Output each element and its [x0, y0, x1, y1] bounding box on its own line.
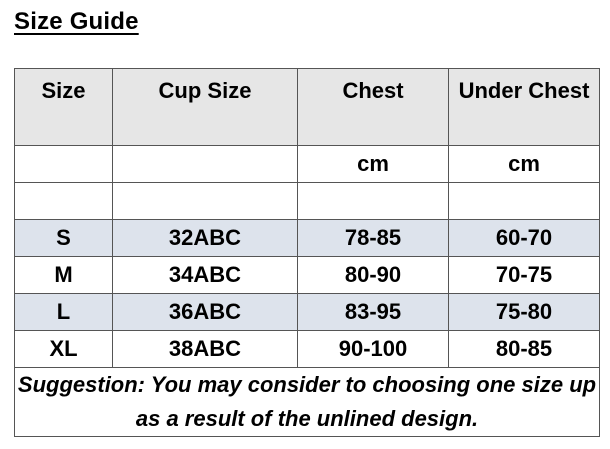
table-header-row	[15, 69, 600, 146]
table-row	[15, 294, 600, 331]
size-guide-table	[14, 68, 600, 437]
cup-cell: 32ABC	[113, 220, 298, 257]
header-chest: Chest	[298, 69, 449, 146]
under-chest-cell: 70-75	[449, 257, 600, 294]
empty-cell	[449, 183, 600, 220]
size-cell: XL	[15, 331, 113, 368]
table-row	[15, 220, 600, 257]
unit-cell	[113, 146, 298, 183]
under-chest-cell: 75-80	[449, 294, 600, 331]
header-under-chest: Under Chest	[449, 69, 600, 146]
empty-cell	[298, 183, 449, 220]
suggestion-note: Suggestion: You may consider to choosing one size up as a result of the unlined design.	[15, 368, 600, 437]
table-row	[15, 331, 600, 368]
cup-cell: 36ABC	[113, 294, 298, 331]
under-chest-cell: 80-85	[449, 331, 600, 368]
chest-cell: 90-100	[298, 331, 449, 368]
header-cup-size: Cup Size	[113, 69, 298, 146]
cup-cell: 34ABC	[113, 257, 298, 294]
page-title: Size Guide	[14, 8, 139, 35]
empty-cell	[113, 183, 298, 220]
chest-cell: 80-90	[298, 257, 449, 294]
size-cell: M	[15, 257, 113, 294]
chest-cell: 83-95	[298, 294, 449, 331]
header-size: Size	[15, 69, 113, 146]
empty-cell	[15, 183, 113, 220]
units-row	[15, 146, 600, 183]
note-row	[15, 368, 600, 437]
chest-cell: 78-85	[298, 220, 449, 257]
under-chest-cell: 60-70	[449, 220, 600, 257]
table-row	[15, 257, 600, 294]
cup-cell: 38ABC	[113, 331, 298, 368]
empty-row	[15, 183, 600, 220]
unit-cell: cm	[298, 146, 449, 183]
unit-cell	[15, 146, 113, 183]
unit-cell: cm	[449, 146, 600, 183]
size-cell: L	[15, 294, 113, 331]
size-cell: S	[15, 220, 113, 257]
